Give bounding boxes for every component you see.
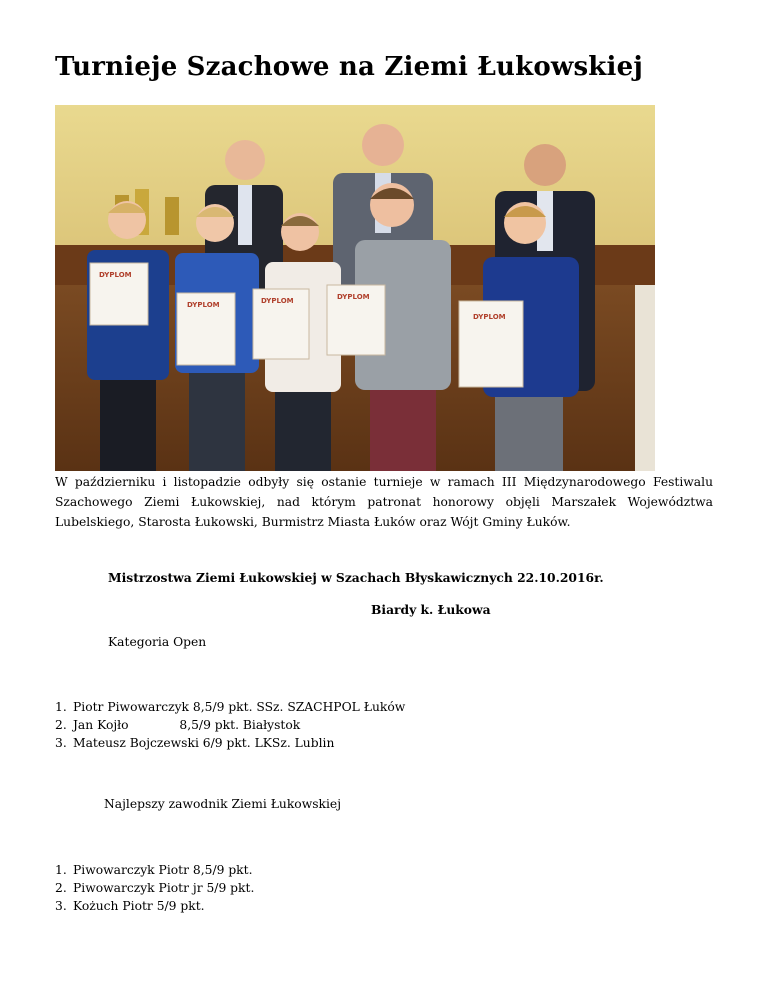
list-item [55,716,405,734]
page-title: Turnieje Szachowe na Ziemi Łukowskiej [55,52,643,82]
list-item [55,879,254,897]
result-text: Piwowarczyk Piotr 8,5/9 pkt. [73,863,253,877]
diploma-label: DYPLOM [261,297,294,305]
list-item [55,897,254,915]
diploma-label: DYPLOM [473,313,506,321]
list-item [55,698,405,716]
event-photo [55,105,655,471]
list-number: 3. [55,736,67,750]
best-results-list [55,861,254,915]
diploma-label: DYPLOM [187,301,220,309]
list-number: 3. [55,899,67,913]
list-number: 1. [55,863,67,877]
tournament-category: Kategoria Open [108,635,207,649]
list-number: 2. [55,881,67,895]
diploma-label: DYPLOM [337,293,370,301]
result-text: Mateusz Bojczewski 6/9 pkt. LKSz. Lublin [73,736,335,750]
diploma-label: DYPLOM [99,271,132,279]
list-number: 1. [55,700,67,714]
open-results-list [55,698,405,752]
list-item [55,861,254,879]
list-number: 2. [55,718,67,732]
result-text: Piwowarczyk Piotr jr 5/9 pkt. [73,881,255,895]
tournament-heading: Mistrzostwa Ziemi Łukowskiej w Szachach Błyskawicznych 22.10.2016r. [108,570,604,585]
intro-paragraph: W październiku i listopadzie odbyły się ostanie turnieje w ramach III Międzynarodowego Festiwalu Szachowego Ziemi Łukowskiej, nad którym patronat honorowy objęli Marszałek Województwa Lubelskiego, Starosta Łukowski, Burmistrz Miasta Łuków oraz Wójt Gminy Łuków. [55,475,713,529]
best-player-heading: Najlepszy zawodnik Ziemi Łukowskiej [104,797,342,811]
tournament-place: Biardy k. Łukowa [371,602,491,617]
result-text: Piotr Piwowarczyk 8,5/9 pkt. SSz. SZACHPOL Łuków [73,700,406,714]
result-text: Jan Kojło 8,5/9 pkt. Białystok [73,718,301,732]
result-text: Kożuch Piotr 5/9 pkt. [73,899,205,913]
list-item [55,734,405,752]
